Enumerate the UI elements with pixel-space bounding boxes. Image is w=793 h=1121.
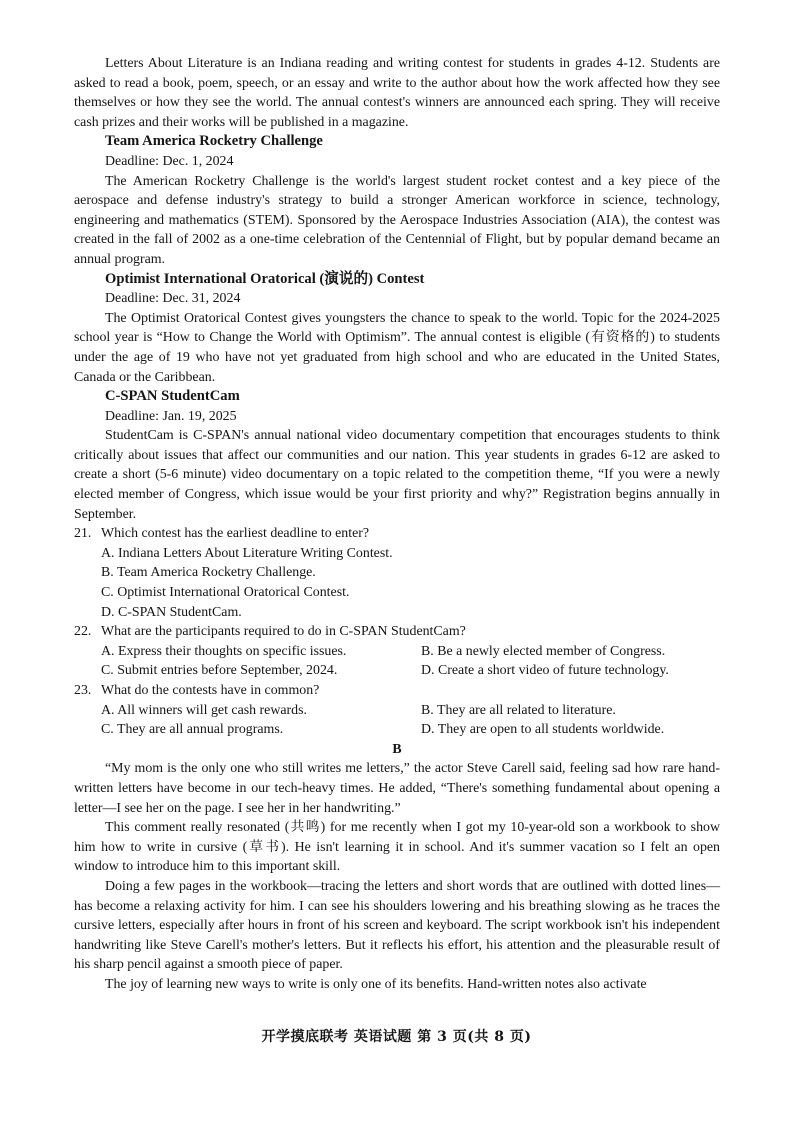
option-row <box>74 661 720 681</box>
option-row <box>74 720 720 740</box>
question-21 <box>74 524 720 622</box>
section-label: B <box>392 741 402 757</box>
contest-deadline: Deadline: Dec. 31, 2024 <box>105 291 241 307</box>
contest-description: The American Rocketry Challenge is the world's largest student rocket contest and a key piece of the aerospace and defense industry's strategy to build a stronger American workforce in science, technology, engineering and mathematics (STEM). Sponsored by the Aerospace Industries Association (AIA), the contest was created in the fall of 2002 as a one-time celebration of the Centennial of Flight, but by popular demand became an annual program. <box>74 173 720 267</box>
option-c: C. Submit entries before September, 2024. <box>101 663 338 679</box>
passage-paragraph: This comment really resonated (共鸣) for me recently when I got my 10-year-old son a workbook to show him how to write in cursive (草书). He isn't learning it in school. And it's summer vacation so I felt an open window to introduce him to this important skill. <box>74 820 720 875</box>
question-stem <box>74 622 720 642</box>
contest-deadline: Deadline: Jan. 19, 2025 <box>105 408 237 424</box>
page-content <box>74 54 720 995</box>
question-number: 22. <box>74 624 92 640</box>
option-c: C. They are all annual programs. <box>101 722 284 738</box>
contest-title: Team America Rocketry Challenge <box>105 133 323 150</box>
contest-studentcam <box>74 387 720 524</box>
option-row <box>74 701 720 721</box>
option-d: D. They are open to all students worldwide. <box>421 722 665 738</box>
option-b: B. Be a newly elected member of Congress. <box>421 643 666 659</box>
option-d: D. Create a short video of future technology. <box>421 663 669 679</box>
intro-paragraph: Letters About Literature is an Indiana reading and writing contest for students in grades 4-12. Students are asked to read a book, poem, speech, or an essay and write to the author about how the work affected how they see themselves or how they see the world. The annual contest's winners are announced each spring. They will receive cash prizes and their works will be published in a magazine. <box>74 56 720 130</box>
contest-oratorical <box>74 270 720 388</box>
question-text: What do the contests have in common? <box>101 683 320 698</box>
contest-title: C-SPAN StudentCam <box>105 388 240 405</box>
question-stem <box>74 524 720 544</box>
question-text: What are the participants required to do in C-SPAN StudentCam? <box>101 624 466 640</box>
question-text: Which contest has the earliest deadline to enter? <box>101 526 370 542</box>
option-a: A. Indiana Letters About Literature Writing Contest. <box>101 545 393 561</box>
option-d: D. C-SPAN StudentCam. <box>101 604 242 620</box>
option-b: B. They are all related to literature. <box>421 702 616 718</box>
passage-paragraph: The joy of learning new ways to write is only one of its benefits. Hand-written notes also activate <box>105 976 647 992</box>
contest-deadline: Deadline: Dec. 1, 2024 <box>105 153 234 169</box>
passage-paragraph: Doing a few pages in the workbook—tracing the letters and short words that are outlined with dotted lines—has become a relaxing activity for him. I can see his shoulders lowering and his breathing slowing as he traces the cursive letters, especially after hours in front of his screen and keyboard. The script workbook isn't his independent handwriting like Steve Carell's mother's letters. But it reflects his effort, his attention and the pleasurable result of his sharp pencil against a smooth piece of paper. <box>74 878 720 973</box>
option-c: C. Optimist International Oratorical Contest. <box>101 585 350 601</box>
question-23 <box>74 681 720 740</box>
passage-b <box>74 759 720 994</box>
passage-paragraph: “My mom is the only one who still writes me letters,” the actor Steve Carell said, feeling sad how rare hand-written letters have become in our tech-heavy times. He added, “There's something fundamental about opening a letter—I see her on the page. I see her in her handwriting.” <box>74 761 720 816</box>
option-row <box>74 642 720 662</box>
contest-description: StudentCam is C-SPAN's annual national video documentary competition that encourages students to think critically about issues that affect our communities and our nation. This year students in grades 6-12 are asked to create a short (5-6 minute) video documentary on a topic related to the competition theme, “If you were a newly elected member of Congress, which issue would be your first priority and why?” Registration begins annually in September. <box>74 428 720 522</box>
question-number: 23. <box>74 683 92 698</box>
page-footer: 开学摸底联考 英语试题 第 3 页(共 8 页) <box>261 1029 532 1045</box>
option-b: B. Team America Rocketry Challenge. <box>101 565 316 581</box>
option-a: A. Express their thoughts on specific issues. <box>101 643 347 659</box>
contest-description: The Optimist Oratorical Contest gives youngsters the chance to speak to the world. Topic for the 2024-2025 school year is “How to Change the World with Optimism”. The annual contest is eligible (有资格的) to students under the age of 19 who have not yet graduated from high school and who are educated in the United States, Canada or the Caribbean. <box>74 310 720 385</box>
option-a: A. All winners will get cash rewards. <box>101 702 307 718</box>
contest-rocketry <box>74 132 720 269</box>
contest-title: Optimist International Oratorical (演说的) Contest <box>105 270 425 287</box>
question-number: 21. <box>74 526 92 542</box>
question-22 <box>74 622 720 681</box>
question-stem <box>74 681 720 701</box>
